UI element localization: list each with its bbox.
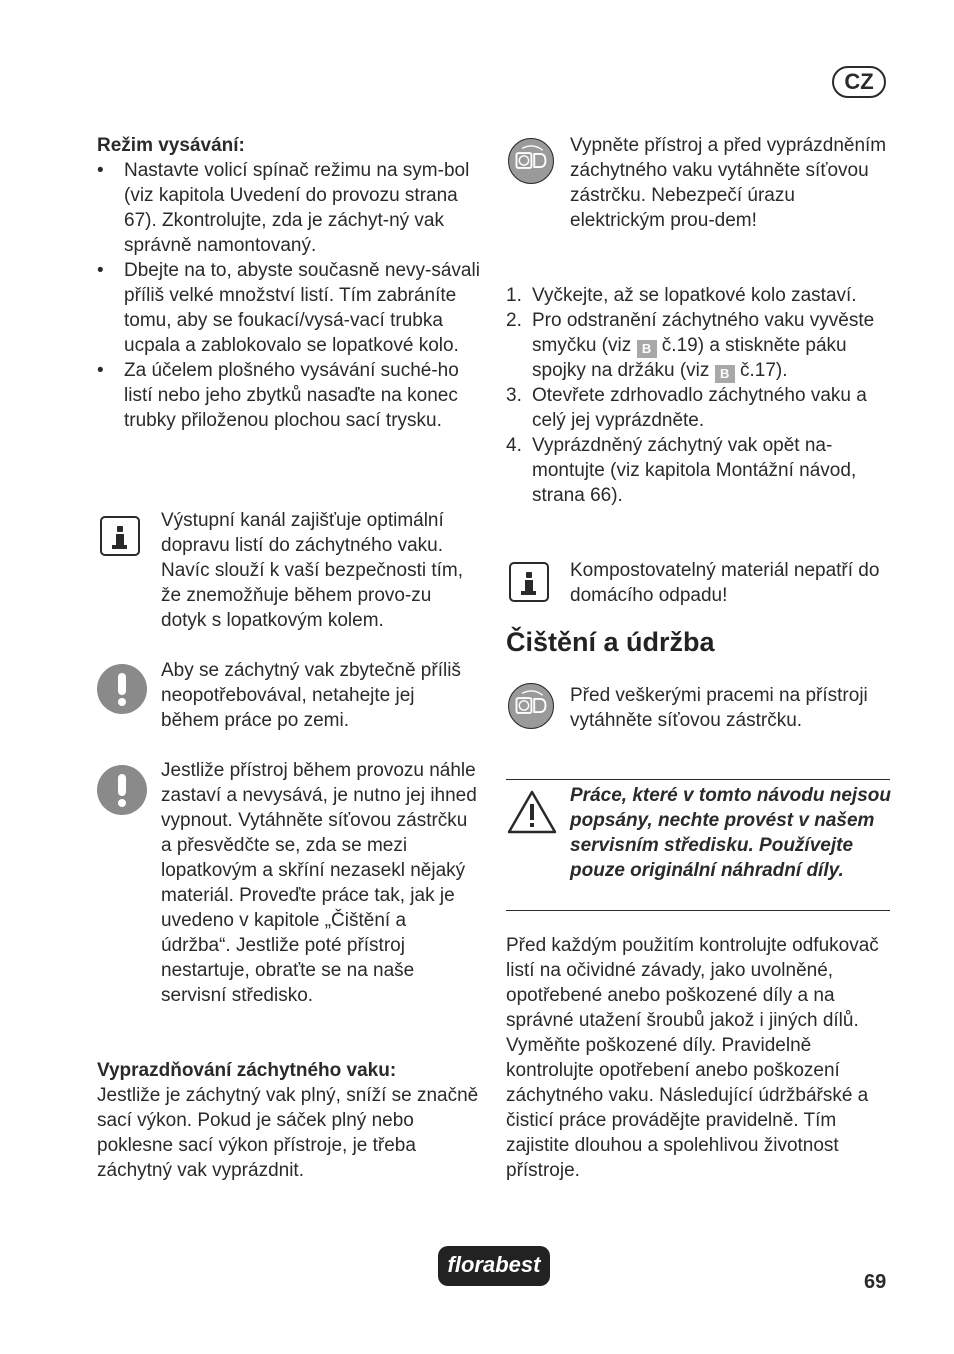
step-item: 4. Vyprázdněný záchytný vak opět na-montujte (viz kapitola Montážní návod, strana 66). — [506, 435, 857, 506]
page-number: 69 — [864, 1271, 887, 1293]
bullet-item: • Dbejte na to, abyste současně nevy-sávali příliš velké množství listí. Tím zabráníte tomu, aby se foukací/vysá-vací trubka ucpala a zablokovalo se lopatkové kolo. — [97, 258, 481, 358]
empty-bag-text: Jestliže je záchytný vak plný, sníží se značně sací výkon. Pokud je sáček plný nebo poklesne sací výkon přístroje, je třeba záchytný vak vyprázdnit. — [97, 1085, 479, 1181]
mode-heading: Režim vysávání: — [97, 135, 245, 156]
maintenance-text: Před každým použitím kontrolujte odfukovač listí na očividné závady, jako uvolněné, opotřebené anebo poškozené díly a na správné utažení šroubů jakož i jiných dílů. Vyměňte poškozené díly. Pravidelně kontrolujte opotřebení anebo poškození záchytného vaku. Následující údržbářské a čisticí práce provádějte pravidelně. Tím zajistite dlouhou a spolehlivou životnost přístroje. — [506, 935, 879, 1181]
bullet-item: • Za účelem plošného vysávání suché-ho listí nebo jeho zbytků nasaďte na konec trubky přiloženou plochou sací trysku. — [97, 358, 481, 433]
empty-steps-list — [506, 283, 890, 508]
warning-triangle-icon — [506, 789, 558, 835]
step-item: 3. Otevřete zdrhovadlo záchytného vaku a celý jej vyprázdněte. — [506, 385, 867, 431]
section-title: Čištění a údržba — [506, 627, 715, 657]
step-item: 1. Vyčkejte, až se lopatkové kolo zastaví. — [506, 285, 857, 306]
unplug-note-maintenance: Před veškerými pracemi na přístroji vytáhněte síťovou zástrčku. — [570, 685, 868, 731]
info-note: Výstupní kanál zajišťuje optimální dopravu listí do záchytného vaku. Navíc slouží k vaší bezpečnosti tím, že znemožňuje během provo-zu dotyk s lopatkovým kolem. — [161, 510, 464, 631]
bullet-item: • Nastavte volicí spínač režimu na sym-bol (viz kapitola Uvedení do provozu strana 67). Zkontrolujte, zda je záchyt-ný vak správně namontovaný. — [97, 158, 481, 258]
mode-bullet-list — [97, 158, 481, 433]
empty-bag-heading: Vyprazdňování záchytného vaku: — [97, 1060, 397, 1081]
caution-note: Práce, které v tomto návodu nejsou popsány, nechte provést v našem servisním středisku. Používejte pouze originální náhradní díly. — [570, 785, 891, 881]
warning-note-bag: Aby se záchytný vak zbytečně příliš neopotřebovával, netahejte jej během práce po zemi. — [161, 660, 461, 731]
step-item: 2. Pro odstranění záchytného vaku vyvěste smyčku (viz B č.19) a stiskněte páku spojky na držáku (viz B č.17). — [506, 310, 875, 381]
florabest-logo: florabest — [438, 1246, 550, 1286]
unplug-icon — [508, 138, 554, 184]
exclamation-icon — [97, 765, 147, 815]
figure-ref-b: B — [637, 340, 657, 358]
warning-note-stop: Jestliže přístroj během provozu náhle zastaví a nevysává, je nutno jej ihned vypnout. Vytáhněte síťovou zástrčku a přesvědčte se, zda se mezi lopatkovým a skříní nezasekl nějaký materiál. Proveďte práce tak, jak je uvedeno v kapitole „Čištění a údržba“. Jestliže poté přístroj nestartuje, obraťte se na naše servisní středisko. — [161, 760, 477, 1006]
divider — [506, 779, 890, 780]
unplug-icon — [508, 683, 554, 729]
language-badge: CZ — [832, 66, 886, 98]
unplug-note: Vypněte přístroj a před vyprázdněním záchytného vaku vytáhněte síťovou zástrčku. Nebezpečí úrazu elektrickým prou-dem! — [570, 135, 887, 231]
figure-ref-b: B — [715, 365, 735, 383]
compost-note: Kompostovatelný materiál nepatří do domácího odpadu! — [570, 560, 880, 606]
info-icon — [100, 516, 140, 556]
divider — [506, 910, 890, 911]
info-icon — [509, 562, 549, 602]
exclamation-icon — [97, 664, 147, 714]
